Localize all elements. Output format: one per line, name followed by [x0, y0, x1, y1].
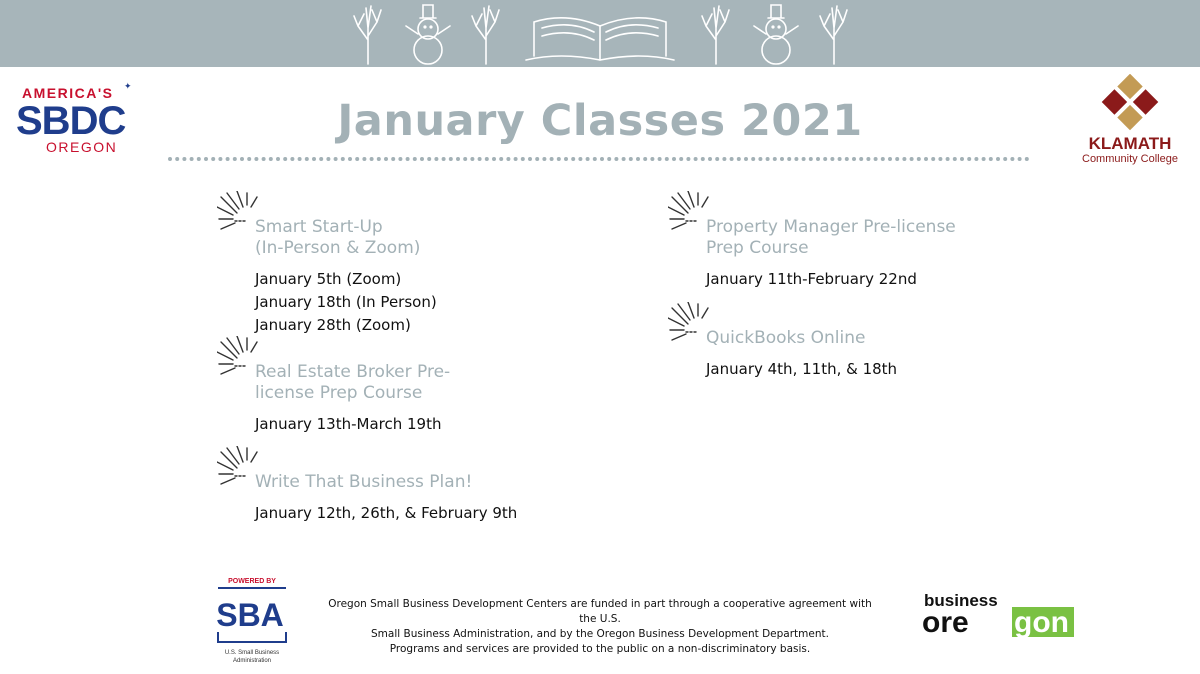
business-oregon-logo — [918, 588, 1082, 644]
course-date: January 28th (Zoom) — [255, 316, 411, 334]
course-smart-start-up — [255, 217, 437, 337]
sparkle-burst-icon — [217, 336, 269, 392]
sba-main: SBA — [216, 597, 284, 633]
bo-word-business: business — [924, 591, 998, 610]
disclaimer-line: Programs and services are provided to the public on a non-discriminatory basis. — [389, 643, 811, 655]
sparkle-burst-icon — [217, 446, 269, 502]
course-quickbooks — [706, 328, 897, 381]
funding-disclaimer — [320, 597, 880, 657]
sbdc-logo-main: SBDC — [16, 99, 126, 143]
course-date: January 18th (In Person) — [255, 293, 437, 311]
course-date: January 12th, 26th, & February 9th — [255, 504, 518, 522]
sba-powered-by: POWERED BY — [228, 578, 276, 585]
sparkle-burst-icon — [217, 191, 269, 247]
course-title: Property Manager Pre-license — [706, 217, 956, 237]
svg-text:✦: ✦ — [124, 82, 132, 92]
course-real-estate-broker — [255, 362, 450, 436]
disclaimer-line: Oregon Small Business Development Centers are funded in part through a cooperative agreement with the U.S. — [328, 598, 872, 625]
course-title-line2: Prep Course — [706, 238, 809, 258]
klamath-logo — [1068, 74, 1192, 166]
course-title-line2: license Prep Course — [255, 383, 423, 403]
course-title: Smart Start-Up — [255, 217, 383, 237]
course-title-line2: (In-Person & Zoom) — [255, 238, 421, 258]
bo-word-ore: ore — [922, 606, 969, 639]
winter-decoration-icon — [0, 0, 1200, 67]
sba-logo — [214, 574, 290, 668]
sbdc-logo-bottom: OREGON — [46, 139, 118, 155]
sba-sub1: U.S. Small Business — [224, 650, 280, 656]
sparkle-burst-icon — [668, 191, 720, 247]
course-title: QuickBooks Online — [706, 328, 866, 348]
sparkle-burst-icon — [668, 302, 720, 358]
header-banner — [0, 0, 1200, 67]
course-date: January 5th (Zoom) — [255, 270, 402, 288]
sba-sub2: Administration — [232, 658, 272, 664]
klamath-logo-name: KLAMATH — [1088, 134, 1172, 153]
course-date: January 4th, 11th, & 18th — [706, 360, 898, 378]
dotted-divider — [168, 154, 1032, 164]
course-title: Real Estate Broker Pre- — [255, 362, 451, 382]
course-title: Write That Business Plan! — [255, 472, 473, 492]
klamath-logo-sub: Community College — [1082, 153, 1178, 165]
course-property-manager — [706, 217, 956, 291]
page-title: January Classes 2021 — [337, 96, 863, 146]
course-business-plan — [255, 472, 517, 525]
bo-word-gon: gon — [1014, 606, 1069, 639]
course-date: January 13th-March 19th — [255, 415, 442, 433]
course-date: January 11th-February 22nd — [706, 270, 917, 288]
sbdc-logo-top: AMERICA'S — [22, 85, 114, 101]
disclaimer-line: Small Business Administration, and by the Oregon Business Development Department. — [371, 628, 829, 640]
